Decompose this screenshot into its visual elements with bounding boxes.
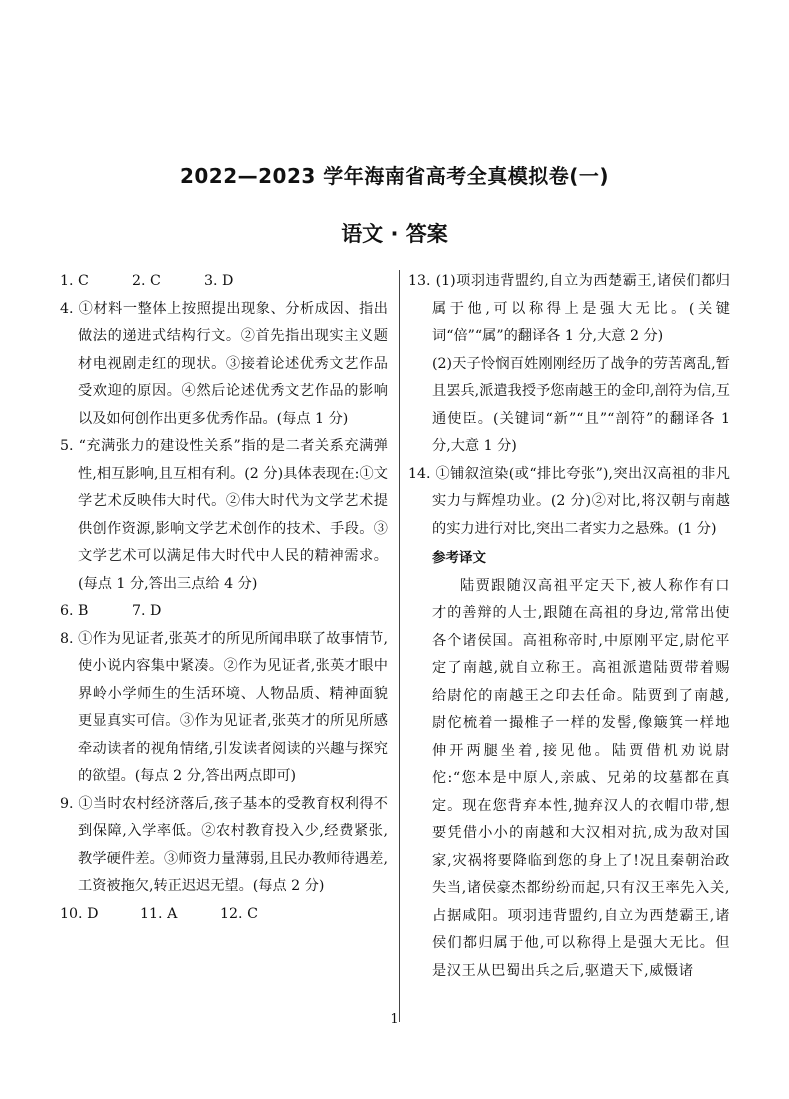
- answer-13-1: 13. (1)项羽违背盟约,自立为西楚霸王,诸侯们都归属于他,可以称得上是强大无比。(关键词“倍”“属”的翻译各 1 分,大意 2 分): [408, 273, 730, 344]
- answer-6: 6. B: [60, 603, 89, 619]
- reference-translation: 陆贾跟随汉高祖平定天下,被人称作有口才的善辩的人士,跟随在高祖的身边,常常出使各个诸侯国。高祖称帝时,中原刚平定,尉佗平定了南越,就自立称王。高祖派遣陆贾带着赐给尉佗的南越王之印去任命。陆贾到了南越,尉佗梳着一撮椎子一样的发髻,像簸箕一样地伸开两腿坐着,接见他。陆贾借机劝说尉佗:“您本是中原人,亲戚、兄弟的坟墓都在真定。现在您背弃本性,抛弃汉人的衣帽巾带,想要凭借小小的南越和大汉相对抗,成为敌对国家,灾祸将要降临到您的身上了!况且秦朝治政失当,诸侯豪杰都纷纷而起,只有汉王率先入关,占据咸阳。项羽违背盟约,自立为西楚霸王,诸侯们都归属于他,可以称得上是强大无比。但是汉王从巴蜀出兵之后,驱遣天下,威慑诸: [432, 577, 730, 979]
- answer-12: 12. C: [220, 905, 258, 922]
- answer-13-2: (2)天子怜悯百姓刚刚经历了战争的劳苦离乱,暂且罢兵,派遣我授予您南越王的金印,剖符为信,互通使臣。(关键词“新”“且”“剖符”的翻译各 1 分,大意 1 分): [432, 355, 730, 454]
- translation-label: 参考译文: [432, 550, 486, 566]
- answer-3: 3. D: [204, 273, 234, 289]
- column-divider: [399, 270, 400, 1022]
- answer-14: 14. ①铺叙渲染(或“排比夸张”),突出汉高祖的非凡实力与辉煌功业。(2 分)②对比,将汉朝与南越的实力进行对比,突出二者实力之悬殊。(1 分): [408, 465, 730, 537]
- answer-row-10-12: [60, 901, 388, 929]
- answer-7: 7. D: [132, 603, 162, 619]
- answer-row-1-3: [60, 268, 388, 296]
- answer-1: 1. C: [60, 273, 89, 289]
- left-column: [60, 268, 388, 928]
- answer-9: 9. ①当时农村经济落后,孩子基本的受教育权利得不到保障,入学率低。②农村教育投入少,经费紧张,教学硬件差。③师资力量薄弱,且民办教师待遇差,工资被拖欠,转正迟迟无望。(每点 2 分): [60, 795, 388, 894]
- answer-2: 2. C: [132, 273, 161, 289]
- answer-row-6-7: [60, 598, 388, 626]
- answer-10: 10. D: [60, 905, 99, 922]
- page-title: 2022—2023 学年海南省高考全真模拟卷(一): [179, 164, 610, 188]
- answer-11: 11. A: [140, 905, 178, 922]
- page-number: 1: [390, 1012, 399, 1027]
- right-column: [408, 268, 730, 985]
- answer-8: 8. ①作为见证者,张英才的所见所闻串联了故事情节,使小说内容集中紧凑。②作为见证者,张英才眼中界岭小学师生的生活环境、人物品质、精神面貌更显真实可信。③作为见证者,张英才的所见所感牵动读者的视角情绪,引发读者阅读的兴趣与探究的欲望。(每点 2 分,答出两点即可): [60, 630, 388, 784]
- page-subtitle: 语文 · 答案: [341, 222, 448, 246]
- answer-5: 5. “充满张力的建设性关系”指的是二者关系充满弹性,相互影响,且互相有利。(2 分)具体表现在:①文学艺术反映伟大时代。②伟大时代为文学艺术提供创作资源,影响文学艺术创作的技术、手段。③文学艺术可以满足伟大时代中人民的精神需求。(每点 1 分,答出三点给 4 分): [60, 438, 388, 592]
- answer-4: 4. ①材料一整体上按照提出现象、分析成因、指出做法的递进式结构行文。②首先指出现实主义题材电视剧走红的现状。③接着论述优秀文艺作品受欢迎的原因。④然后论述优秀文艺作品的影响以及如何创作出更多优秀作品。(每点 1 分): [60, 300, 388, 427]
